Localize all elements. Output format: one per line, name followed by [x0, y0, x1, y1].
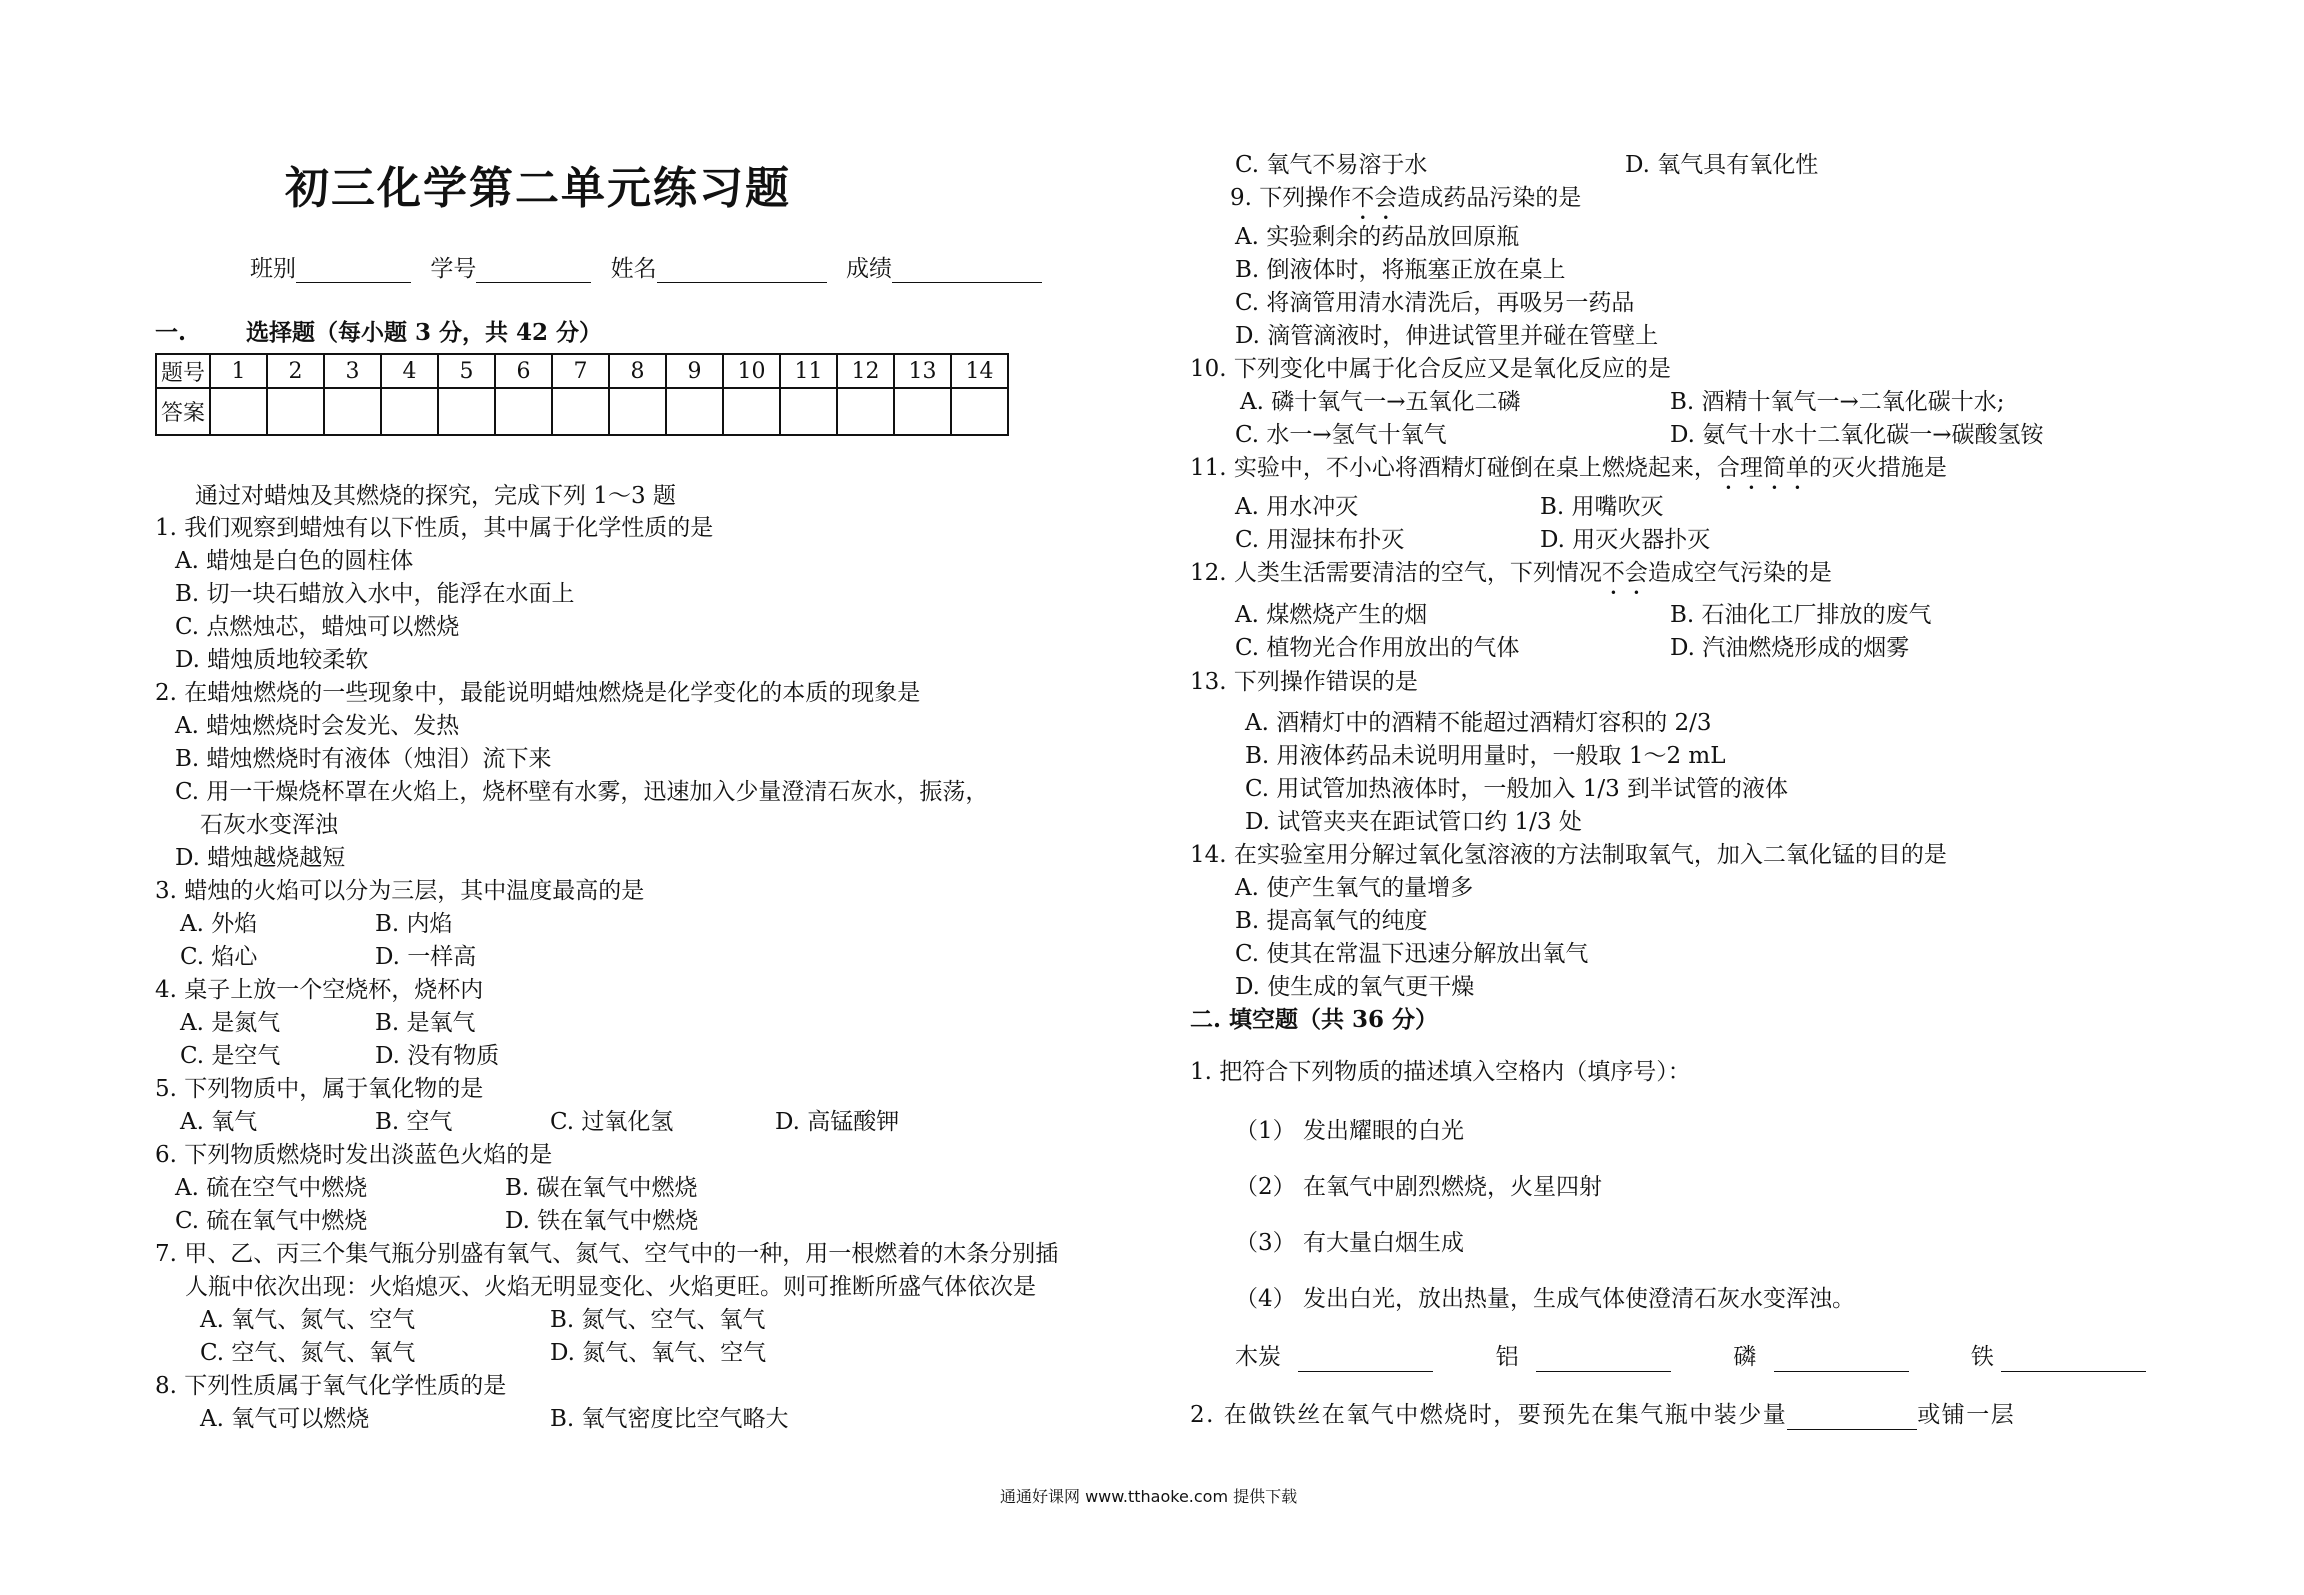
answer-cell[interactable] — [666, 388, 723, 435]
score-blank[interactable] — [892, 260, 1042, 283]
q8-stem: 8. 下列性质属于氧气化学性质的是 — [155, 1373, 507, 1399]
table-number: 11 — [780, 354, 837, 388]
score-label: 成绩 — [845, 256, 892, 282]
table-number: 6 — [495, 354, 552, 388]
name-blank[interactable] — [657, 260, 827, 283]
answer-cell[interactable] — [609, 388, 666, 435]
q7-stem-cont: 人瓶中依次出现：火焰熄灭、火焰无明显变化、火焰更旺。则可推断所盛气体依次是 — [185, 1274, 1036, 1300]
table-answer-label: 答案 — [156, 388, 210, 435]
section2-heading: 二. 填空题（共 36 分） — [1190, 1006, 1439, 1033]
fill1-item-2: （2） 在氧气中剧烈燃烧，火星四射 — [1235, 1174, 1602, 1200]
q12-stem — [1190, 558, 1832, 600]
q12-option-b: B. 石油化工厂排放的废气 — [1670, 602, 1932, 628]
iron-label: 铁 — [1970, 1344, 1994, 1370]
section1-heading — [155, 318, 602, 348]
section1-number: 一. — [155, 319, 187, 346]
q11-option-b: B. 用嘴吹灭 — [1540, 494, 1664, 520]
answer-cell[interactable] — [210, 388, 267, 435]
q9-stem-text: 9. 下列操作 — [1230, 185, 1352, 211]
q1-option-c: C. 点燃烛芯，蜡烛可以燃烧 — [175, 614, 460, 640]
answer-cell[interactable] — [267, 388, 324, 435]
q7-option-a: A. 氧气、氮气、空气 — [200, 1307, 416, 1333]
header-fields — [250, 250, 1042, 283]
q10-option-a: A. 磷十氧气一→五氧化二磷 — [1240, 389, 1521, 415]
intro-text: 通过对蜡烛及其燃烧的探究，完成下列 1～3 题 — [195, 483, 676, 509]
phosphorus-blank[interactable] — [1774, 1349, 1909, 1372]
q10-stem: 10. 下列变化中属于化合反应又是氧化反应的是 — [1190, 356, 1671, 382]
q11-stem — [1190, 453, 1947, 495]
q6-stem: 6. 下列物质燃烧时发出淡蓝色火焰的是 — [155, 1142, 553, 1168]
q2-option-d: D. 蜡烛越烧越短 — [175, 845, 346, 871]
q7-option-c: C. 空气、氮气、氧气 — [200, 1340, 416, 1366]
q6-option-c: C. 硫在氧气中燃烧 — [175, 1208, 368, 1234]
q9-stem — [1230, 183, 1581, 225]
q2-option-c: C. 用一干燥烧杯罩在火焰上，烧杯壁有水雾，迅速加入少量澄清石灰水，振荡， — [175, 779, 989, 805]
q1-option-b: B. 切一块石蜡放入水中，能浮在水面上 — [175, 581, 575, 607]
answer-cell[interactable] — [552, 388, 609, 435]
page-title: 初三化学第二单元练习题 — [285, 163, 791, 214]
answer-table — [155, 353, 1009, 436]
q3-option-c: C. 焰心 — [180, 944, 258, 970]
table-number: 8 — [609, 354, 666, 388]
q10-option-b: B. 酒精十氧气一→二氧化碳十水; — [1670, 389, 2005, 415]
q5-option-d: D. 高锰酸钾 — [775, 1109, 900, 1135]
q6-option-d: D. 铁在氧气中燃烧 — [505, 1208, 699, 1234]
q9-stem-text-end: 造成药品污染的是 — [1397, 185, 1582, 211]
q11-option-a: A. 用水冲灭 — [1235, 494, 1359, 520]
q9-option-b: B. 倒液体时，将瓶塞正放在桌上 — [1235, 257, 1566, 283]
fill1-item-4: （4） 发出白光，放出热量，生成气体使澄清石灰水变浑浊。 — [1235, 1286, 1855, 1312]
table-number: 12 — [837, 354, 894, 388]
q4-option-b: B. 是氧气 — [375, 1010, 476, 1036]
answer-cell[interactable] — [495, 388, 552, 435]
answer-table-header-row — [156, 354, 1008, 388]
q11-stem-text: 11. 实验中，不小心将酒精灯碰倒在桌上燃烧起来， — [1190, 455, 1717, 481]
phosphorus-label: 磷 — [1733, 1344, 1757, 1370]
answer-cell[interactable] — [951, 388, 1008, 435]
fill1-item-1: （1） 发出耀眼的白光 — [1235, 1118, 1464, 1144]
class-blank[interactable] — [296, 260, 411, 283]
fill2-text-end: 或铺一层 — [1917, 1402, 2016, 1428]
answer-table-answer-row — [156, 388, 1008, 435]
q10-option-c: C. 水一→氢气十氧气 — [1235, 422, 1447, 448]
q7-stem: 7. 甲、乙、丙三个集气瓶分别盛有氧气、氮气、空气中的一种，用一根燃着的木条分别插 — [155, 1241, 1059, 1267]
fill1-item-3: （3） 有大量白烟生成 — [1235, 1230, 1464, 1256]
q13-option-d: D. 试管夹夹在距试管口约 1/3 处 — [1245, 809, 1582, 835]
table-number: 5 — [438, 354, 495, 388]
student-number-label: 学号 — [430, 256, 477, 282]
q1-option-a: A. 蜡烛是白色的圆柱体 — [175, 548, 414, 574]
q12-option-a: A. 煤燃烧产生的烟 — [1235, 602, 1428, 628]
class-label: 班别 — [250, 256, 296, 282]
q13-option-b: B. 用液体药品未说明用量时，一般取 1～2 mL — [1245, 743, 1726, 769]
q8-option-c: C. 氧气不易溶于水 — [1235, 152, 1428, 178]
q8-option-d: D. 氧气具有氧化性 — [1625, 152, 1819, 178]
q11-stem-emphasis: 合理简单 — [1716, 455, 1809, 481]
q8-option-b: B. 氧气密度比空气略大 — [550, 1406, 789, 1432]
q2-option-b: B. 蜡烛燃烧时有液体（烛泪）流下来 — [175, 746, 552, 772]
aluminum-blank[interactable] — [1536, 1349, 1671, 1372]
q6-option-a: A. 硫在空气中燃烧 — [175, 1175, 368, 1201]
table-number: 9 — [666, 354, 723, 388]
q3-option-d: D. 一样高 — [375, 944, 477, 970]
fill2-text: 2. 在做铁丝在氧气中燃烧时，要预先在集气瓶中装少量 — [1190, 1402, 1788, 1428]
charcoal-blank[interactable] — [1298, 1349, 1433, 1372]
q4-option-c: C. 是空气 — [180, 1043, 281, 1069]
q5-option-b: B. 空气 — [375, 1109, 453, 1135]
q3-stem: 3. 蜡烛的火焰可以分为三层，其中温度最高的是 — [155, 878, 645, 904]
name-label: 姓名 — [610, 256, 657, 282]
table-head-label: 题号 — [156, 354, 210, 388]
q3-option-a: A. 外焰 — [180, 911, 258, 937]
table-number: 2 — [267, 354, 324, 388]
q9-option-c: C. 将滴管用清水清洗后，再吸另一药品 — [1235, 290, 1635, 316]
q12-stem-emphasis: 不会 — [1601, 560, 1648, 586]
table-number: 13 — [894, 354, 951, 388]
q9-stem-emphasis: 不会 — [1351, 185, 1398, 211]
q1-stem: 1. 我们观察到蜡烛有以下性质，其中属于化学性质的是 — [155, 515, 714, 541]
q10-option-d: D. 氨气十水十二氧化碳一→碳酸氢铵 — [1670, 422, 2044, 448]
fill2-stem — [1190, 1400, 2015, 1430]
charcoal-label: 木炭 — [1235, 1344, 1281, 1370]
q3-option-b: B. 内焰 — [375, 911, 453, 937]
table-number: 4 — [381, 354, 438, 388]
q7-option-d: D. 氮气、氧气、空气 — [550, 1340, 767, 1366]
q14-stem: 14. 在实验室用分解过氧化氢溶液的方法制取氧气，加入二氧化锰的目的是 — [1190, 842, 1947, 868]
table-number: 7 — [552, 354, 609, 388]
table-number: 1 — [210, 354, 267, 388]
q4-stem: 4. 桌子上放一个空烧杯，烧杯内 — [155, 977, 484, 1003]
q1-option-d: D. 蜡烛质地较柔软 — [175, 647, 369, 673]
table-number: 14 — [951, 354, 1008, 388]
q5-stem: 5. 下列物质中，属于氧化物的是 — [155, 1076, 484, 1102]
table-number: 3 — [324, 354, 381, 388]
fill2-blank[interactable] — [1787, 1407, 1917, 1430]
q7-option-b: B. 氮气、空气、氧气 — [550, 1307, 766, 1333]
q6-option-b: B. 碳在氧气中燃烧 — [505, 1175, 698, 1201]
q12-stem-text-end: 造成空气污染的是 — [1647, 560, 1832, 586]
aluminum-label: 铝 — [1495, 1344, 1519, 1370]
q13-option-a: A. 酒精灯中的酒精不能超过酒精灯容积的 2/3 — [1245, 710, 1712, 736]
q13-option-c: C. 用试管加热液体时，一般加入 1/3 到半试管的液体 — [1245, 776, 1789, 802]
q12-option-c: C. 植物光合作用放出的气体 — [1235, 635, 1520, 661]
q2-option-a: A. 蜡烛燃烧时会发光、发热 — [175, 713, 460, 739]
table-number: 10 — [723, 354, 780, 388]
answer-cell[interactable] — [723, 388, 780, 435]
q2-stem: 2. 在蜡烛燃烧的一些现象中，最能说明蜡烛燃烧是化学变化的本质的现象是 — [155, 680, 921, 706]
fill1-answer-row — [1235, 1342, 2146, 1372]
section1-title: 选择题（每小题 3 分，共 42 分） — [246, 319, 603, 346]
q11-option-c: C. 用湿抹布扑灭 — [1235, 527, 1405, 553]
answer-cell[interactable] — [837, 388, 894, 435]
q4-option-a: A. 是氮气 — [180, 1010, 281, 1036]
iron-blank[interactable] — [2001, 1349, 2146, 1372]
q14-option-a: A. 使产生氧气的量增多 — [1235, 875, 1474, 901]
q13-stem: 13. 下列操作错误的是 — [1190, 669, 1418, 695]
q12-stem-text: 12. 人类生活需要清洁的空气，下列情况 — [1190, 560, 1602, 586]
q9-option-d: D. 滴管滴液时，伸进试管里并碰在管壁上 — [1235, 323, 1659, 349]
q11-option-d: D. 用灭火器扑灭 — [1540, 527, 1711, 553]
q9-option-a: A. 实验剩余的药品放回原瓶 — [1235, 224, 1520, 250]
q14-option-c: C. 使其在常温下迅速分解放出氧气 — [1235, 941, 1589, 967]
footer-credit: 通通好课网 www.tthaoke.com 提供下载 — [1000, 1487, 1298, 1506]
q2-option-c-cont: 石灰水变浑浊 — [200, 812, 338, 838]
student-number-blank[interactable] — [476, 260, 591, 283]
q14-option-b: B. 提高氧气的纯度 — [1235, 908, 1428, 934]
q8-option-a: A. 氧气可以燃烧 — [200, 1406, 370, 1432]
answer-cell[interactable] — [894, 388, 951, 435]
answer-cell[interactable] — [324, 388, 381, 435]
answer-cell[interactable] — [381, 388, 438, 435]
q14-option-d: D. 使生成的氧气更干燥 — [1235, 974, 1475, 1000]
q5-option-a: A. 氧气 — [180, 1109, 258, 1135]
answer-cell[interactable] — [780, 388, 837, 435]
q11-stem-text-end: 的灭火措施是 — [1808, 455, 1947, 481]
q12-option-d: D. 汽油燃烧形成的烟雾 — [1670, 635, 1910, 661]
q5-option-c: C. 过氧化氢 — [550, 1109, 674, 1135]
answer-cell[interactable] — [438, 388, 495, 435]
fill1-stem: 1. 把符合下列物质的描述填入空格内（填序号）： — [1190, 1059, 1691, 1085]
q4-option-d: D. 没有物质 — [375, 1043, 500, 1069]
